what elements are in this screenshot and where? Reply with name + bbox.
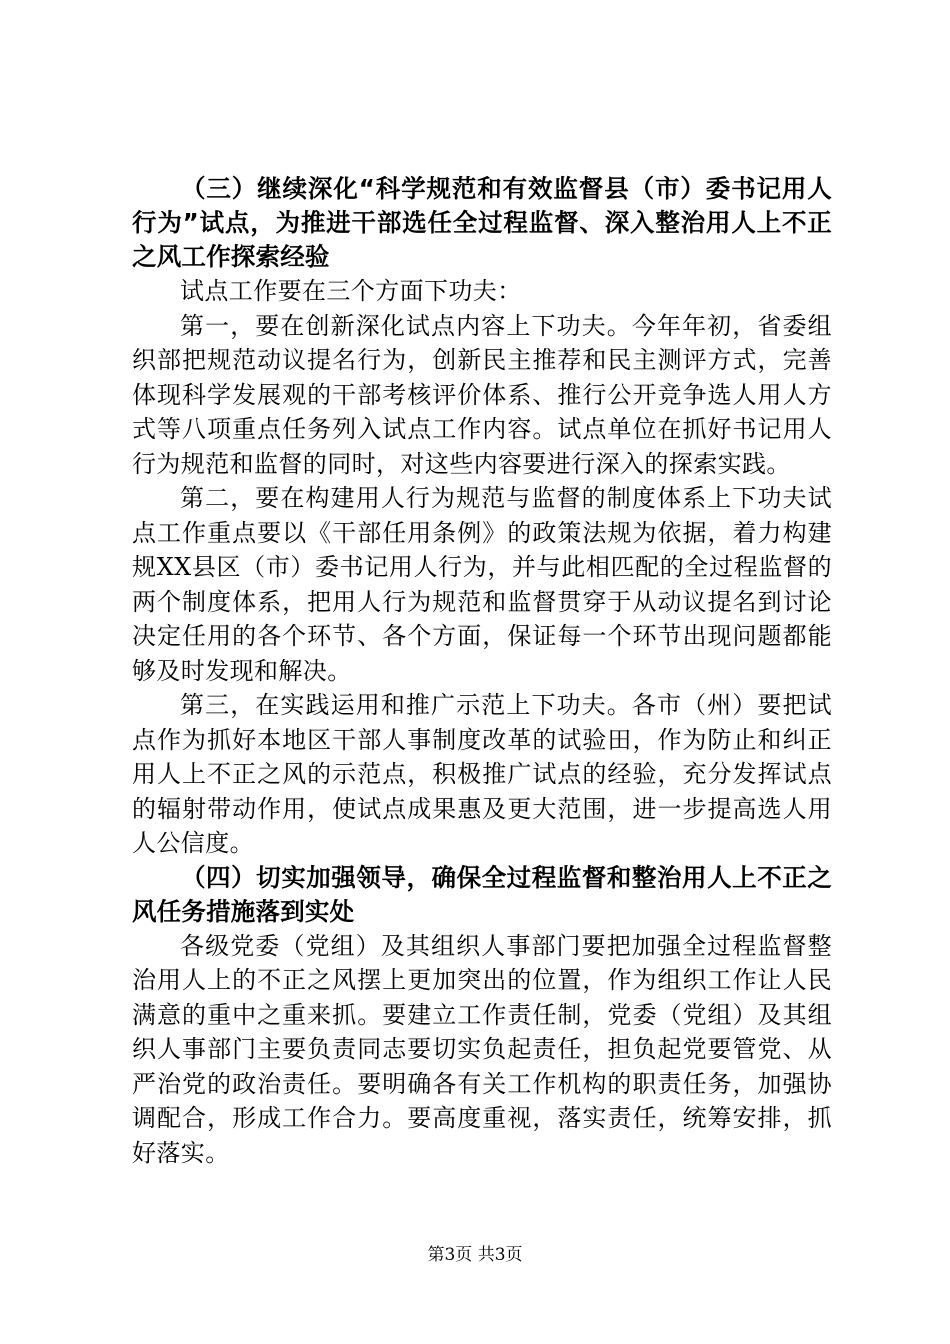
section-3-paragraph-intro: 试点工作要在三个方面下功夫： <box>180 277 522 305</box>
section-4-heading: （四）切实加强领导，确保全过程监督和整治用人上不正之风任务措施落到实处 <box>132 862 832 926</box>
section-3-heading: （三）继续深化“科学规范和有效监督县（市）委书记用人行为”试点，为推进干部选任全过程监督、深入整治用人上不正之风工作探索经验 <box>132 174 832 271</box>
section-3-paragraph-first: 第一，要在创新深化试点内容上下功夫。今年年初，省委组织部把规范动议提名行为，创新民主推荐和民主测评方式，完善体现科学发展观的干部考核评价体系、推行公开竞争选人用人方式等八项重点任务列入试点工作内容。试点单位在抓好书记用人行为规范和监督的同时，对这些内容要进行深入的探索实践。 <box>132 311 832 478</box>
section-3-paragraph-third: 第三，在实践运用和推广示范上下功夫。各市（州）要把试点作为抓好本地区干部人事制度改革的试验田，作为防止和纠正用人上不正之风的示范点，积极推广试点的经验，充分发挥试点的辐射带动作用，使试点成果惠及更大范围，进一步提高选人用人公信度。 <box>132 691 832 857</box>
page-number-footer: 第3页 共3页 <box>427 1245 523 1265</box>
section-4-paragraph: 各级党委（党组）及其组织人事部门要把加强全过程监督整治用人上的不正之风摆上更加突出的位置，作为组织工作让人民满意的重中之重来抓。要建立工作责任制，党委（党组）及其组织人事部门主要负责同志要切实负起责任，担负起党要管党、从严治党的政治责任。要明确各有关工作机构的职责任务，加强协调配合，形成工作合力。要高度重视，落实责任，统筹安排，抓好落实。 <box>132 931 832 1167</box>
document-body <box>132 172 832 1170</box>
section-3-paragraph-second: 第二，要在构建用人行为规范与监督的制度体系上下功夫试点工作重点要以《干部任用条例》的政策法规为依据，着力构建规XX县区（市）委书记用人行为，并与此相匹配的全过程监督的两个制度体系，把用人行为规范和监督贯穿于从动议提名到讨论决定任用的各个环节、各个方面，保证每一个环节出现问题都能够及时发现和解决。 <box>132 484 832 685</box>
